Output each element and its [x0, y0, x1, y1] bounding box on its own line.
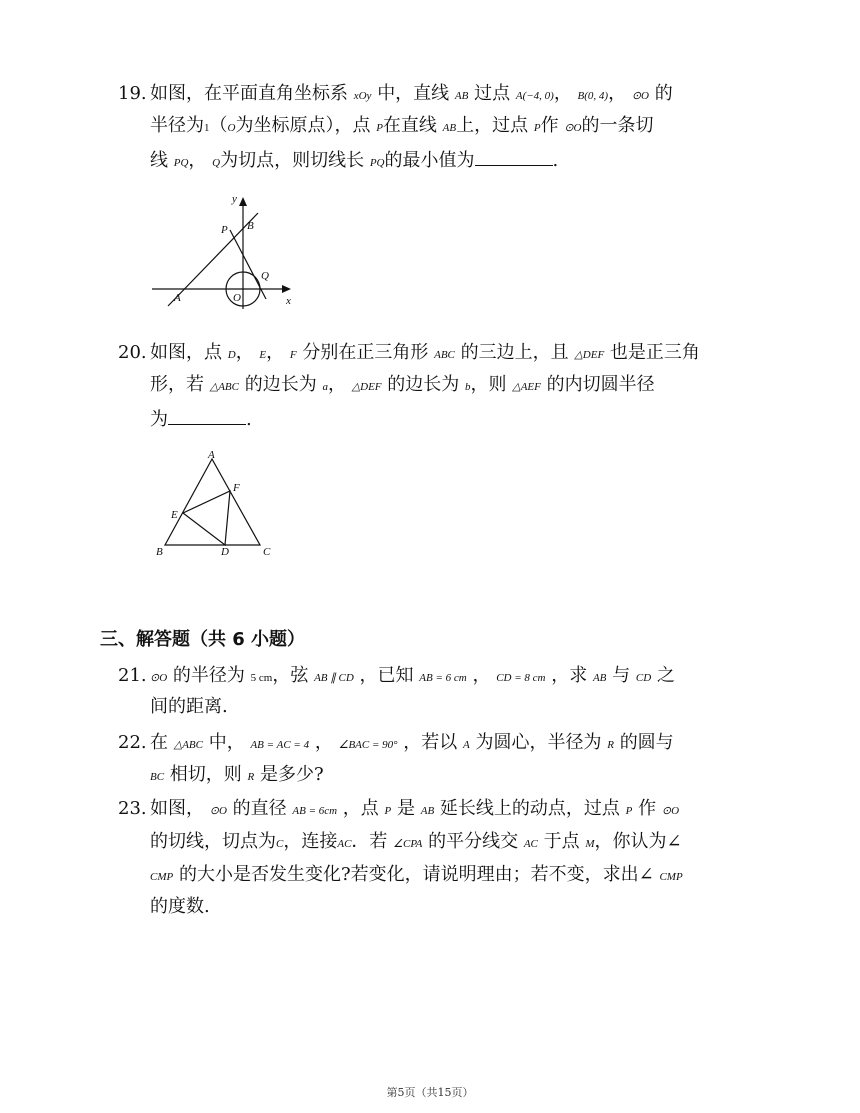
label-b: B: [247, 220, 254, 232]
label-o: O: [233, 292, 241, 304]
y-axis-arrow: [239, 197, 247, 206]
q20-line-2: 形，若 △ABC 的边长为 a， △DEF 的边长为 b，则 △AEF 的内切圆半径: [150, 374, 655, 395]
label-f: F: [233, 482, 240, 494]
q19-line-1: 如图，在平面直角坐标系 xOy 中，直线 AB 过点 A(−4, 0)， B(0, 4)， ⊙O 的: [150, 83, 673, 104]
q19-line-2: 半径为1（O为坐标原点），点 P在直线 AB上，过点 P作 ⊙O的一条切: [150, 115, 654, 136]
q23-number: 23.: [118, 798, 147, 819]
q22-number: 22.: [118, 732, 147, 753]
label-a: A: [208, 449, 215, 461]
q20-line-1: 如图，点 D， E， F 分别在正三角形 ABC 的三边上，且 △DEF 也是正三角: [150, 342, 700, 363]
label-y: y: [232, 193, 237, 205]
x-axis-arrow: [282, 285, 291, 293]
q23-line-3: CMP 的大小是否发生变化?若变化，请说明理由；若不变，求出∠ CMP: [150, 864, 683, 885]
triangle-abc: [165, 459, 260, 545]
label-b: B: [156, 546, 163, 558]
label-p: P: [221, 224, 228, 236]
q19-number: 19.: [118, 83, 147, 104]
q22-line-2: BC 相切，则 R 是多少?: [150, 764, 324, 785]
q21-line-1: ⊙O 的半径为 5 cm，弦 AB ∥ CD ，已知 AB = 6 cm ， CD = 8 cm ，求 AB 与 CD 之: [150, 665, 675, 686]
label-c: C: [263, 546, 271, 558]
page-footer: 第5页（共15页）: [386, 1086, 474, 1099]
q19-line-3: 线 PQ， Q为切点，则切线长 PQ的最小值为 .: [150, 147, 558, 175]
line-ab: [168, 213, 258, 306]
q23-line-4: 的度数.: [150, 896, 210, 917]
q22-line-1: 在 △ABC 中， AB = AC = 4 ， ∠BAC = 90° ，若以 A 为圆心，半径为 R 的圆与: [150, 732, 674, 753]
q20-line-3: 为 .: [150, 406, 252, 432]
q21-line-2: 间的距离.: [150, 696, 228, 717]
answer-blank: [475, 147, 553, 166]
section-heading: 三、解答题（共 6 小题）: [100, 629, 306, 650]
label-a: A: [174, 292, 181, 304]
q23-line-2: 的切线，切点为C，连接AC．若 ∠CPA 的平分线交 AC 于点 M，你认为∠: [150, 831, 682, 852]
q20-figure: [152, 447, 282, 562]
q23-line-1: 如图， ⊙O 的直径 AB = 6cm ，点 P 是 AB 延长线上的动点，过点 P 作 ⊙O: [150, 798, 680, 819]
label-e: E: [171, 509, 178, 521]
q19-figure: [148, 186, 298, 310]
q20-number: 20.: [118, 342, 147, 363]
answer-blank: [168, 406, 246, 425]
label-x: x: [286, 295, 291, 307]
label-d: D: [221, 546, 229, 558]
label-q: Q: [261, 270, 269, 282]
q21-number: 21.: [118, 665, 147, 686]
